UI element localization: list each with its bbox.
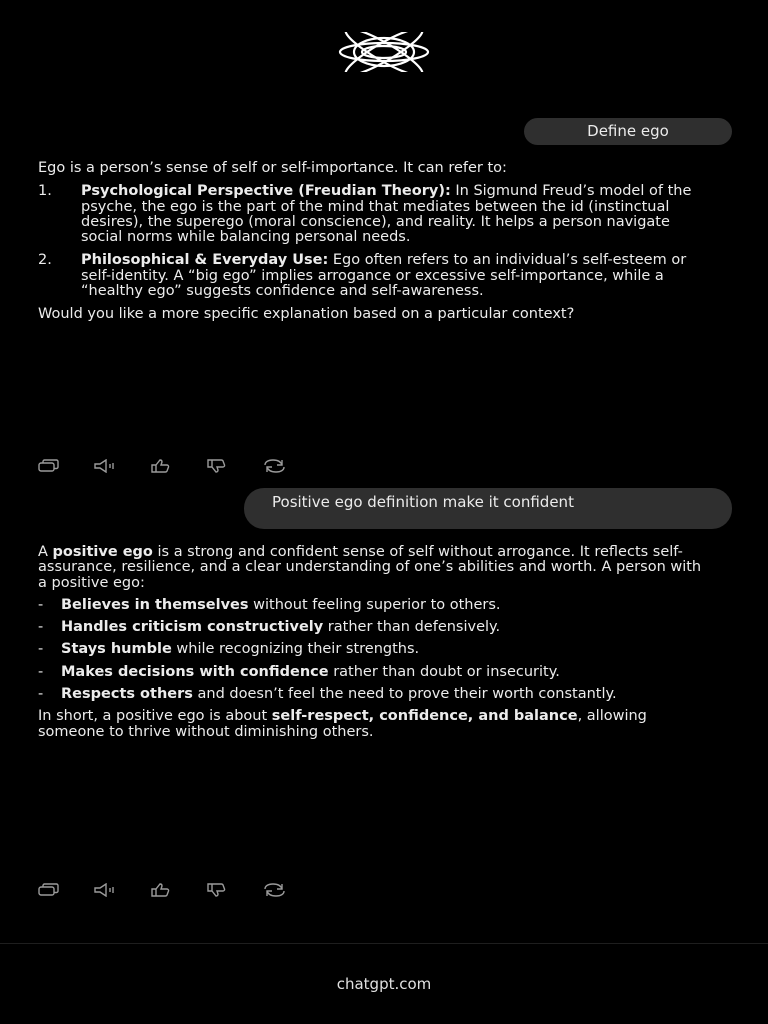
list-item-heading: Handles criticism constructively	[61, 619, 324, 636]
openai-logo-icon	[333, 32, 435, 72]
bullet-list	[38, 598, 708, 702]
list-item-heading: Philosophical & Everyday Use:	[81, 252, 329, 269]
regenerate-icon[interactable]	[262, 458, 318, 472]
user-message-bubble	[244, 488, 732, 529]
footer-divider	[0, 943, 768, 944]
list-item	[38, 253, 708, 299]
assistant-message	[38, 161, 708, 323]
list-item-text: rather than defensively.	[323, 619, 501, 636]
reply-intro-post: is a strong and confident sense of self without arrogance. It reflects self-assurance, resilience, and a clear understanding of one’s abilities and worth. A person with a positive ego:	[38, 544, 702, 591]
reply-outro-pre: In short, a positive ego is about	[38, 708, 272, 725]
list-item	[38, 687, 708, 702]
message-actions	[38, 458, 318, 472]
reply-outro-post: , allowing someone to thrive without diminishing others.	[38, 708, 647, 740]
reply-intro-bold: positive ego	[52, 544, 153, 560]
site-url[interactable]: chatgpt.com	[336, 975, 432, 993]
bullet-dash: -	[38, 663, 44, 680]
reply-intro	[38, 545, 708, 591]
list-item	[38, 642, 708, 657]
user-message-text: Define ego	[587, 122, 669, 140]
list-item-text: rather than doubt or insecurity.	[328, 663, 560, 680]
list-item-text: without feeling superior to others.	[248, 596, 501, 613]
list-item-heading: Believes in themselves	[61, 596, 249, 613]
message-actions	[38, 882, 318, 896]
list-item-text: and doesn’t feel the need to prove their worth constantly.	[192, 686, 617, 703]
bullet-dash: -	[38, 641, 44, 658]
assistant-message	[38, 545, 708, 740]
user-message-text: Positive ego definition make it confident	[272, 493, 574, 511]
read-aloud-icon[interactable]	[94, 882, 150, 896]
reply-outro	[38, 709, 708, 740]
list-item	[38, 184, 708, 245]
user-message-bubble	[524, 118, 732, 145]
copy-icon[interactable]	[38, 882, 94, 896]
reply-intro-pre: A	[38, 544, 53, 560]
list-number: 1.	[38, 183, 52, 200]
read-aloud-icon[interactable]	[94, 458, 150, 472]
list-item	[38, 620, 708, 635]
bullet-dash: -	[38, 686, 44, 703]
list-item	[38, 665, 708, 680]
list-item-text: while recognizing their strengths.	[171, 641, 420, 658]
list-item-heading: Psychological Perspective (Freudian Theory):	[81, 183, 451, 200]
list-number: 2.	[38, 252, 52, 269]
list-item-text: In Sigmund Freud’s model of the psyche, the ego is the part of the mind that mediates between the id (instinctual desires), the superego (moral conscience), and reality. It helps a person navigate social norms while balancing personal needs.	[81, 183, 692, 246]
regenerate-icon[interactable]	[262, 882, 318, 896]
reply-outro-bold: self-respect, confidence, and balance	[271, 708, 578, 725]
bullet-dash: -	[38, 596, 44, 613]
list-item-heading: Respects others	[61, 686, 193, 703]
thumbs-down-icon[interactable]	[206, 458, 262, 472]
list-item-text: Ego often refers to an individual’s self-esteem or self-identity. A “big ego” implies arrogance or excessive self-importance, while a “healthy ego” suggests confidence and self-awareness.	[81, 252, 687, 300]
bullet-dash: -	[38, 619, 44, 636]
reply-outro: Would you like a more specific explanation based on a particular context?	[38, 306, 575, 323]
copy-icon[interactable]	[38, 458, 94, 472]
numbered-list	[38, 184, 708, 299]
thumbs-down-icon[interactable]	[206, 882, 262, 896]
list-item-heading: Stays humble	[61, 641, 172, 658]
list-item-heading: Makes decisions with confidence	[61, 663, 329, 680]
thumbs-up-icon[interactable]	[150, 458, 206, 472]
thumbs-up-icon[interactable]	[150, 882, 206, 896]
reply-intro: Ego is a person’s sense of self or self-importance. It can refer to:	[38, 160, 507, 176]
list-item	[38, 598, 708, 613]
